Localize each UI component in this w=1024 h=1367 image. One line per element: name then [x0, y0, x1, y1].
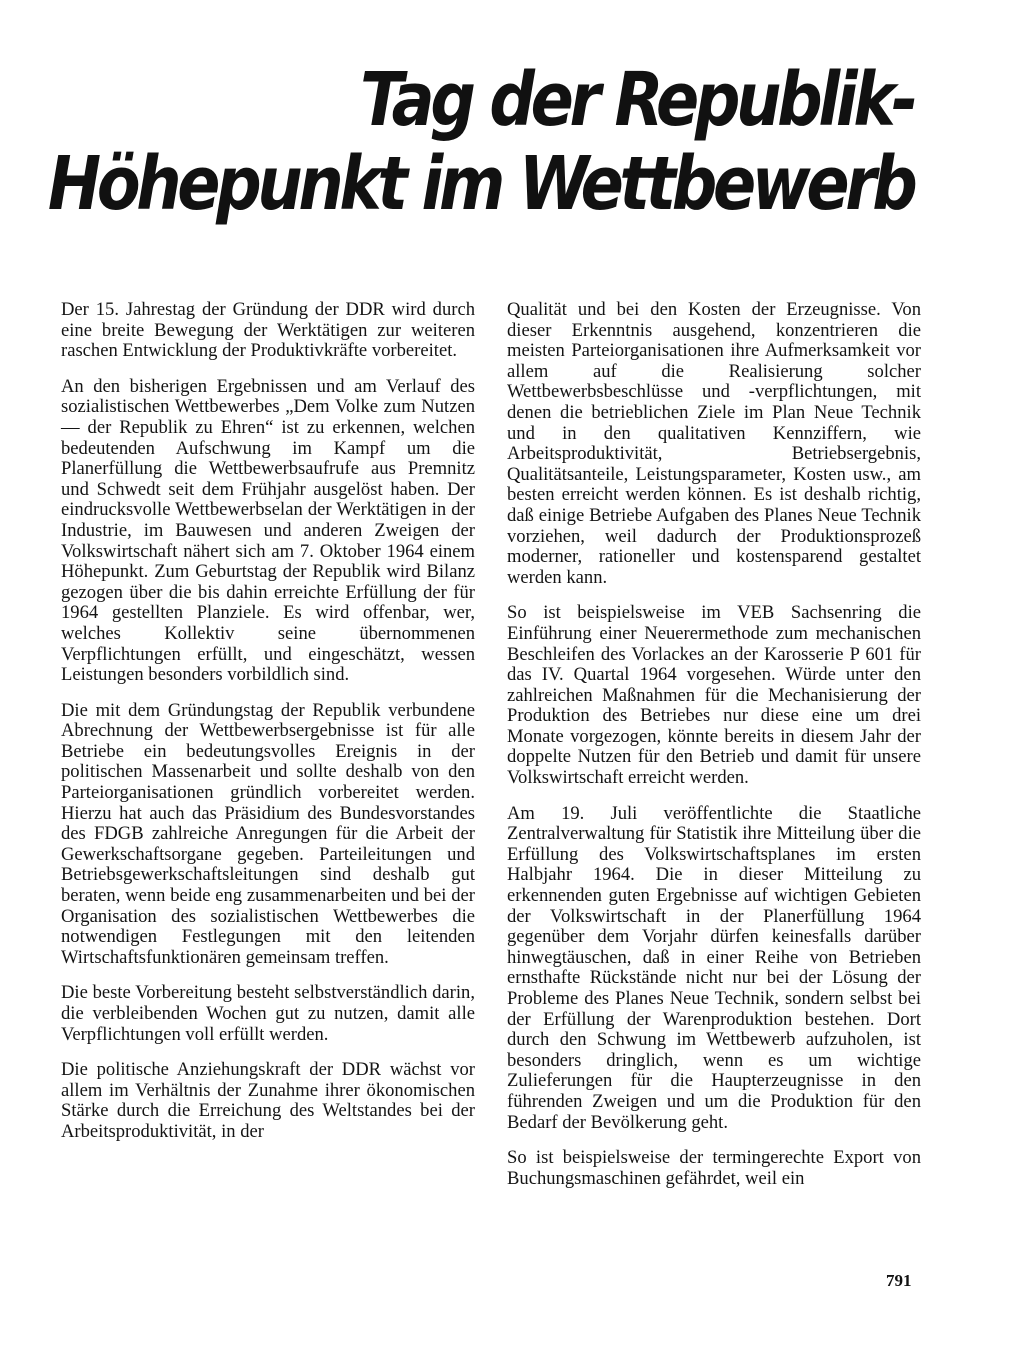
paragraph: An den bisherigen Ergebnissen und am Verlauf des sozialistischen Wettbewerbes „Dem Volke zum Nutzen — der Republik zu Ehren“ ist zu erkennen, welchen bedeutenden Aufschwung im Kampf um die Planerfüllung die Wettbewerbsaufrufe aus Premnitz und Schwedt seit dem Frühjahr ausgelöst haben. Der eindrucksvolle Wettbewerbselan der Werktätigen in der Industrie, im Bauwesen und anderen Zweigen der Volkswirtschaft nähert sich am 7. Oktober 1964 einem Höhepunkt. Zum Geburtstag der Republik wird Bilanz gezogen über die bis dahin erreichte Erfüllung der für 1964 gestellten Planziele. Es wird offenbar, wer, welches Kollektiv seine übernommenen Verpflichtungen erfüllt, und eingeschätzt, wessen Leistungen besonders vorbildlich sind.: [61, 375, 475, 686]
paragraph: Die beste Vorbereitung besteht selbstverständlich darin, die verbleibenden Wochen gut zu nutzen, damit alle Verpflichtungen voll erfüllt werden.: [61, 982, 475, 1045]
paragraph: Der 15. Jahrestag der Gründung der DDR wird durch eine breite Bewegung der Werktätigen zur weiteren raschen Entwicklung der Produktivkräfte vorbereitet.: [61, 299, 475, 362]
paragraph: Qualität und bei den Kosten der Erzeugnisse. Von dieser Erkenntnis ausgehend, konzentrieren die meisten Parteiorganisationen ihre Aufmerksamkeit vor allem auf die Realisierung solcher Wettbewerbsbeschlüsse und -verpflichtungen, mit denen die betrieblichen Ziele im Plan Neue Technik und in den qualitativen Kennziffern, wie Arbeitsproduktivität, Betriebsergebnis, Qualitätsanteile, Leistungsparameter, Kosten usw., am besten erreicht werden können. Es ist deshalb richtig, daß einige Betriebe Aufgaben des Planes Neue Technik vorziehen, weil dadurch der Produktionsprozeß moderner, rationeller und kostensparend gestaltet werden kann.: [507, 299, 921, 588]
paragraph: Die politische Anziehungskraft der DDR wächst vor allem im Verhältnis der Zunahme ihrer ökonomischen Stärke durch die Erreichung des Weltstandes bei der Arbeitsproduktivität, in der: [61, 1059, 475, 1142]
paragraph: So ist beispielsweise im VEB Sachsenring die Einführung einer Neuerermethode zum mechanischen Beschleifen des Vorlackes an der Karosserie P 601 für das IV. Quartal 1964 vorgesehen. Würde unter den zahlreichen Maßnahmen für die Mechanisierung der Produktion des Betriebes nur diese eine um drei Monate vorgezogen, könnte bereits in diesem Jahr der doppelte Nutzen für den Betrieb und damit für unsere Volkswirtschaft erreicht werden.: [507, 602, 921, 789]
article-headline: [48, 58, 914, 226]
paragraph: Die mit dem Gründungstag der Republik verbundene Abrechnung der Wettbewerbsergebnisse ist für alle Betriebe ein bedeutungsvolles Ereignis in der politischen Massenarbeit und sollte deshalb von den Parteiorganisationen gründlich vorbereitet werden. Hierzu hat auch das Präsidium des Bundesvorstandes des FDGB zahlreiche Anregungen für die Arbeit der Gewerkschaftsorgane gegeben. Parteileitungen und Betriebsgewerkschaftsleitungen sind deshalb gut beraten, wenn beide eng zusammenarbeiten und bei der Organisation des sozialistischen Wettbewerbes die notwendigen Festlegungen mit den leitenden Wirtschaftsfunktionären gemeinsam treffen.: [61, 699, 475, 968]
right-column: [507, 300, 921, 1204]
headline-line-2: Höhepunkt im Wettbewerb: [48, 141, 914, 227]
headline-line-1: Tag der Republik-: [360, 57, 915, 143]
left-column: [61, 300, 475, 1158]
paragraph: Am 19. Juli veröffentlichte die Staatliche Zentralverwaltung für Statistik ihre Mitteilung über die Erfüllung des Volkswirtschaftsplanes im ersten Halbjahr 1964. Die in dieser Mitteilung zu erkennenden guten Ergebnisse auf wichtigen Gebieten der Volkswirtschaft in der Planerfüllung 1964 gegenüber dem Vorjahr dürfen keinesfalls darüber hinwegtäuschen, daß in einer Reihe von Betrieben ernsthafte Rückstände nicht nur bei der Lösung der Probleme des Planes Neue Technik, sondern selbst bei der Erfüllung der Warenproduktion bestehen. Dort durch den Schwung im Wettbewerb aufzuholen, ist besonders dringlich, wenn es um wichtige Zulieferungen für die Haupterzeugnisse in den führenden Zweigen und um die Produktion für den Bedarf der Bevölkerung geht.: [507, 802, 921, 1133]
page-number: 791: [886, 1271, 912, 1290]
paragraph: So ist beispielsweise der termingerechte Export von Buchungsmaschinen gefährdet, weil ein: [507, 1147, 921, 1189]
